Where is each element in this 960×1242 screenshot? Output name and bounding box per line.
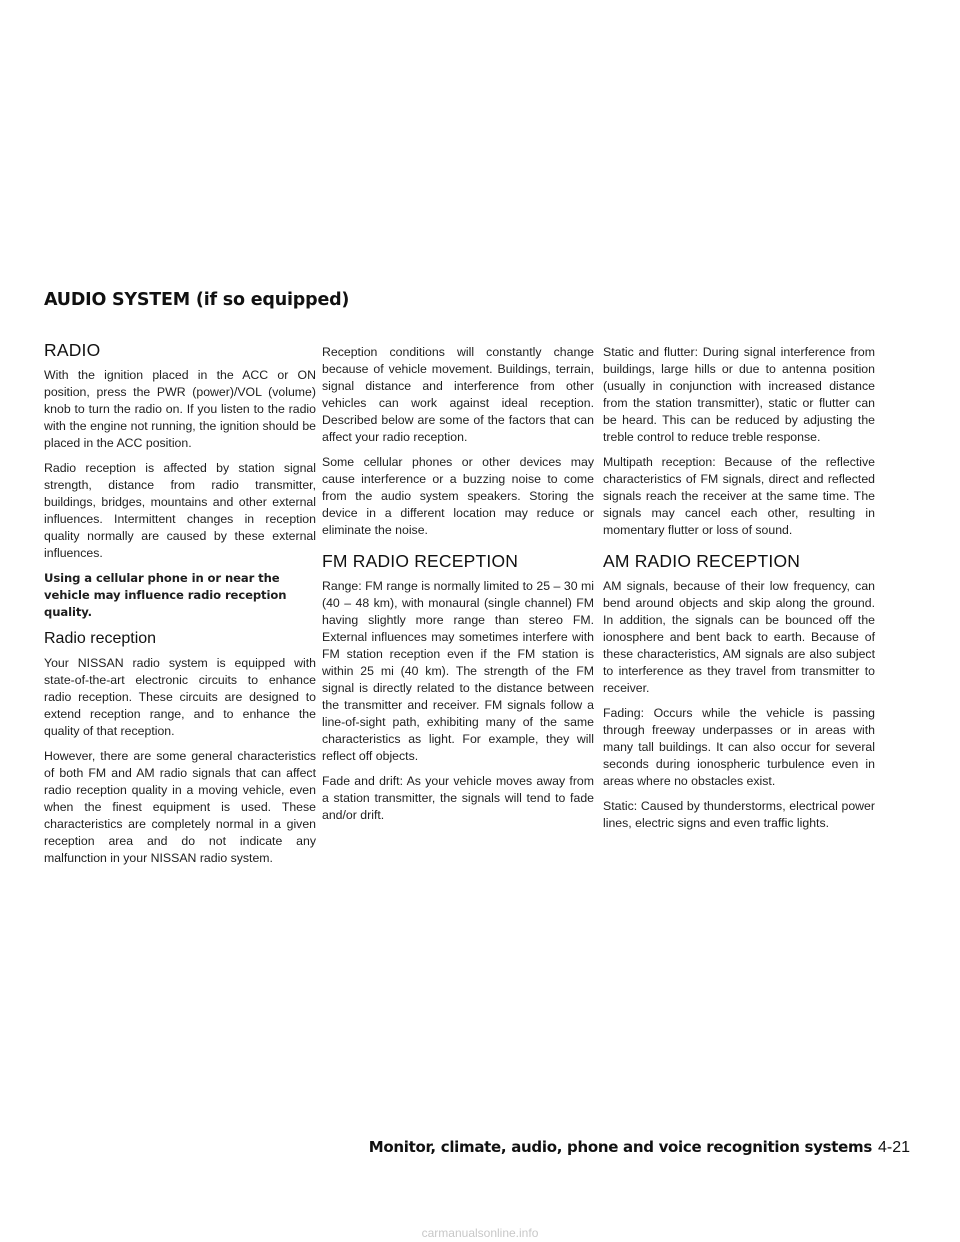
column-3 xyxy=(603,344,875,840)
chapter-title: Monitor, climate, audio, phone and voice recognition systems xyxy=(368,1138,872,1156)
paragraph: Fade and drift: As your vehicle moves away from a station transmitter, the signals will tend to fade and/or drift. xyxy=(322,774,594,822)
column-1 xyxy=(44,340,316,875)
paragraph: AM signals, because of their low frequency, can bend around objects and skip along the ground. In addition, the signals can be bounced off the ionosphere and bent back to earth. Because of these characteristics, AM signals are also subject to interference as they travel from transmitter to receiver. xyxy=(603,579,875,695)
paragraph: Static: Caused by thunderstorms, electrical power lines, electric signs and even traffic lights. xyxy=(603,799,875,830)
heading-am-radio-reception: AM RADIO RECEPTION xyxy=(603,551,801,571)
heading-radio: RADIO xyxy=(44,340,101,360)
heading-fm-radio-reception: FM RADIO RECEPTION xyxy=(322,551,519,571)
paragraph: Multipath reception: Because of the reflective characteristics of FM signals, direct and reflected signals reach the receiver at the same time. The signals may cancel each other, resulting in momentary flutter or loss of sound. xyxy=(603,455,875,537)
warning-paragraph: Using a cellular phone in or near the vehicle may influence radio reception quality. xyxy=(44,571,287,619)
paragraph: With the ignition placed in the ACC or ON position, press the PWR (power)/VOL (volume) knob to turn the radio on. If you listen to the radio with the engine not running, the ignition should be placed in the ACC position. xyxy=(44,368,316,450)
paragraph: Range: FM range is normally limited to 25 – 30 mi (40 – 48 km), with monaural (single channel) FM having slightly more range than stereo FM. External influences may sometimes interfere with FM station reception even if the FM station is within 25 mi (40 km). The strength of the FM signal is directly related to the distance between the transmitter and receiver. FM signals follow a line-of-sight path, exhibiting many of the same characteristics as light. For example, they will reflect off objects. xyxy=(322,579,594,763)
paragraph: Your NISSAN radio system is equipped with state-of-the-art electronic circuits to enhance radio reception. These circuits are designed to extend reception range, and to enhance the quality of that reception. xyxy=(44,656,316,738)
paragraph: Radio reception is affected by station signal strength, distance from radio transmitter, buildings, bridges, mountains and other external influences. Intermittent changes in reception quality normally are caused by these external influences. xyxy=(44,461,316,560)
page-footer xyxy=(369,1138,910,1157)
watermark: carmanualsonline.info xyxy=(421,1226,539,1240)
paragraph: Static and flutter: During signal interference from buildings, large hills or due to antenna position (usually in conjunction with increased distance from the station transmitter), static or flutter can be heard. This can be reduced by adjusting the treble control to reduce treble response. xyxy=(603,345,875,444)
paragraph: However, there are some general characteristics of both FM and AM radio signals that can affect radio reception quality in a moving vehicle, even when the finest equipment is used. These characteristics are completely normal in a given reception area and do not indicate any malfunction in your NISSAN radio system. xyxy=(44,749,316,865)
section-title: AUDIO SYSTEM (if so equipped) xyxy=(44,290,350,310)
page-number: 4-21 xyxy=(877,1139,910,1156)
paragraph: Some cellular phones or other devices may cause interference or a buzzing noise to come from the audio system speakers. Storing the device in a different location may reduce or eliminate the noise. xyxy=(322,455,594,537)
paragraph: Reception conditions will constantly change because of vehicle movement. Buildings, terrain, signal distance and interference from other vehicles can work against ideal reception. Described below are some of the factors that can affect your radio reception. xyxy=(322,345,594,444)
paragraph: Fading: Occurs while the vehicle is passing through freeway underpasses or in areas with many tall buildings. It can also occur for several seconds during ionospheric turbulence even in areas where no obstacles exist. xyxy=(603,706,875,788)
column-2 xyxy=(322,344,594,832)
heading-radio-reception: Radio reception xyxy=(44,630,157,647)
